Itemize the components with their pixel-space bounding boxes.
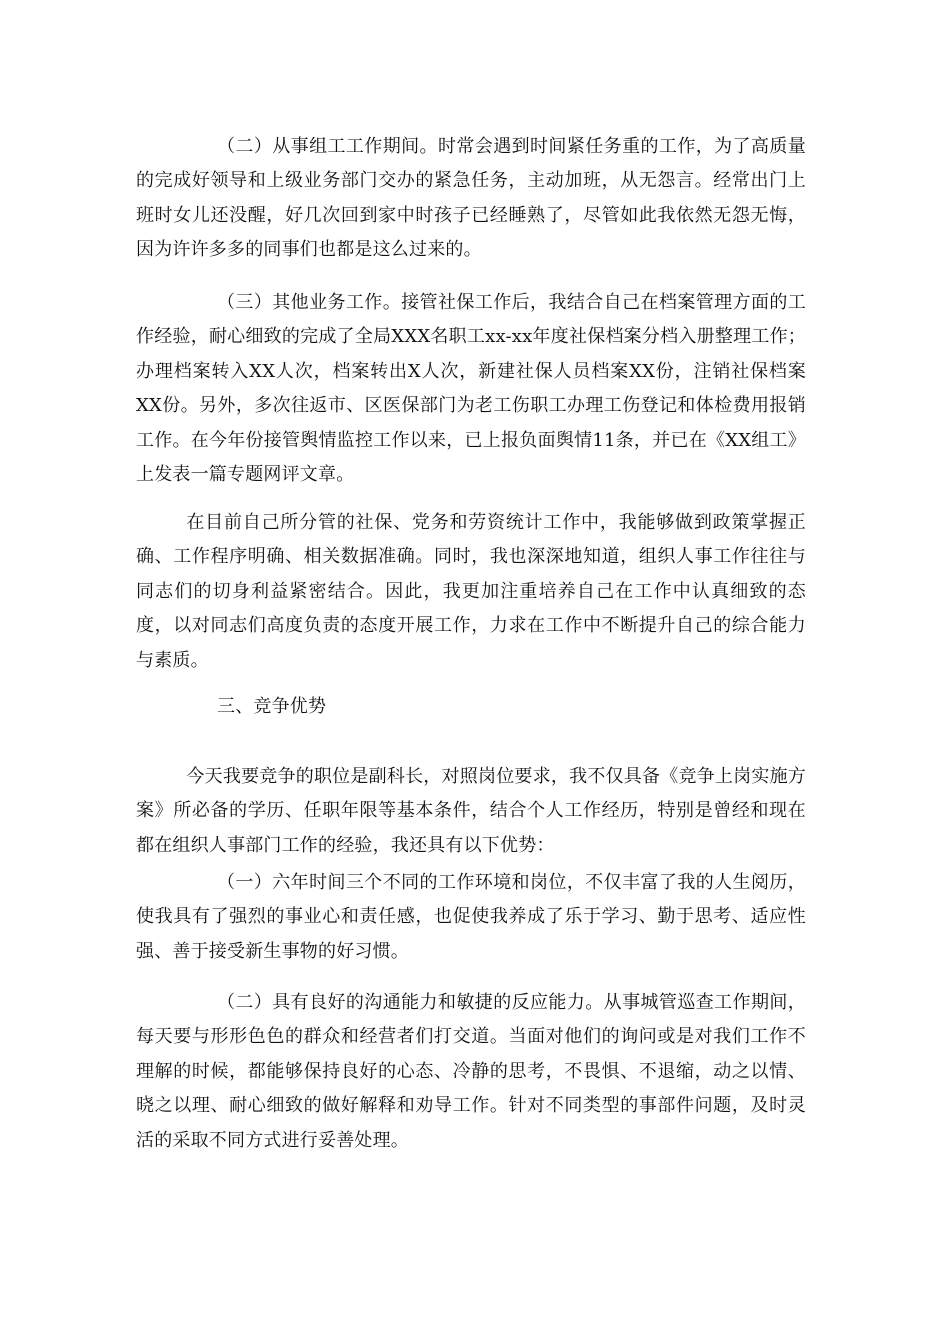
paragraph-position-intro: 今天我要竞争的职位是副科长，对照岗位要求，我不仅具备《竞争上岗实施方案》所必备的学历、任职年限等基本条件，结合个人工作经历，特别是曾经和现在都在组织人事部门工作的经验，我还具有以下优势： (136, 766, 806, 856)
section-heading: 三、竞争优势 (217, 696, 327, 717)
paragraph-current-duties: 在目前自己所分管的社保、党务和劳资统计工作中，我能够做到政策掌握正确、工作程序明确、相关数据准确。同时，我也深深地知道，组织人事工作往往与同志们的切身利益紧密结合。因此，我更加注重培养自己在工作中认真细致的态度，以对同志们高度负责的态度开展工作，力求在工作中不断提升自己的综合能力与素质。 (136, 512, 806, 671)
paragraph-other-work: （三）其他业务工作。接管社保工作后，我结合自己在档案管理方面的工作经验，耐心细致的完成了全局XXX名职工xx-xx年度社保档案分档入册整理工作；办理档案转入XX人次，档案转出X人次，新建社保人员档案XX份，注销社保档案XX份。另外，多次往返市、区医保部门为老工伤职工办理工伤登记和体检费用报销工作。在今年份接管舆情监控工作以来，已上报负面舆情11条，并已在《XX组工》上发表一篇专题网评文章。 (136, 292, 806, 486)
paragraph-advantage-two: （二）具有良好的沟通能力和敏捷的反应能力。从事城管巡查工作期间，每天要与形形色色的群众和经营者们打交道。当面对他们的询问或是对我们工作不理解的时候，都能够保持良好的心态、冷静的思考，不畏惧、不退缩，动之以情、晓之以理、耐心细致的做好解释和劝导工作。针对不同类型的事部件问题，及时灵活的采取不同方式进行妥善处理。 (136, 992, 806, 1151)
paragraph-advantage-one: （一）六年时间三个不同的工作环境和岗位，不仅丰富了我的人生阅历，使我具有了强烈的事业心和责任感，也促使我养成了乐于学习、勤于思考、适应性强、善于接受新生事物的好习惯。 (136, 872, 806, 962)
paragraph-group-work: （二）从事组工工作期间。时常会遇到时间紧任务重的工作，为了高质量的完成好领导和上级业务部门交办的紧急任务，主动加班，从无怨言。经常出门上班时女儿还没醒，好几次回到家中时孩子已经睡熟了，尽管如此我依然无怨无悔，因为许许多多的同事们也都是这么过来的。 (136, 136, 806, 261)
